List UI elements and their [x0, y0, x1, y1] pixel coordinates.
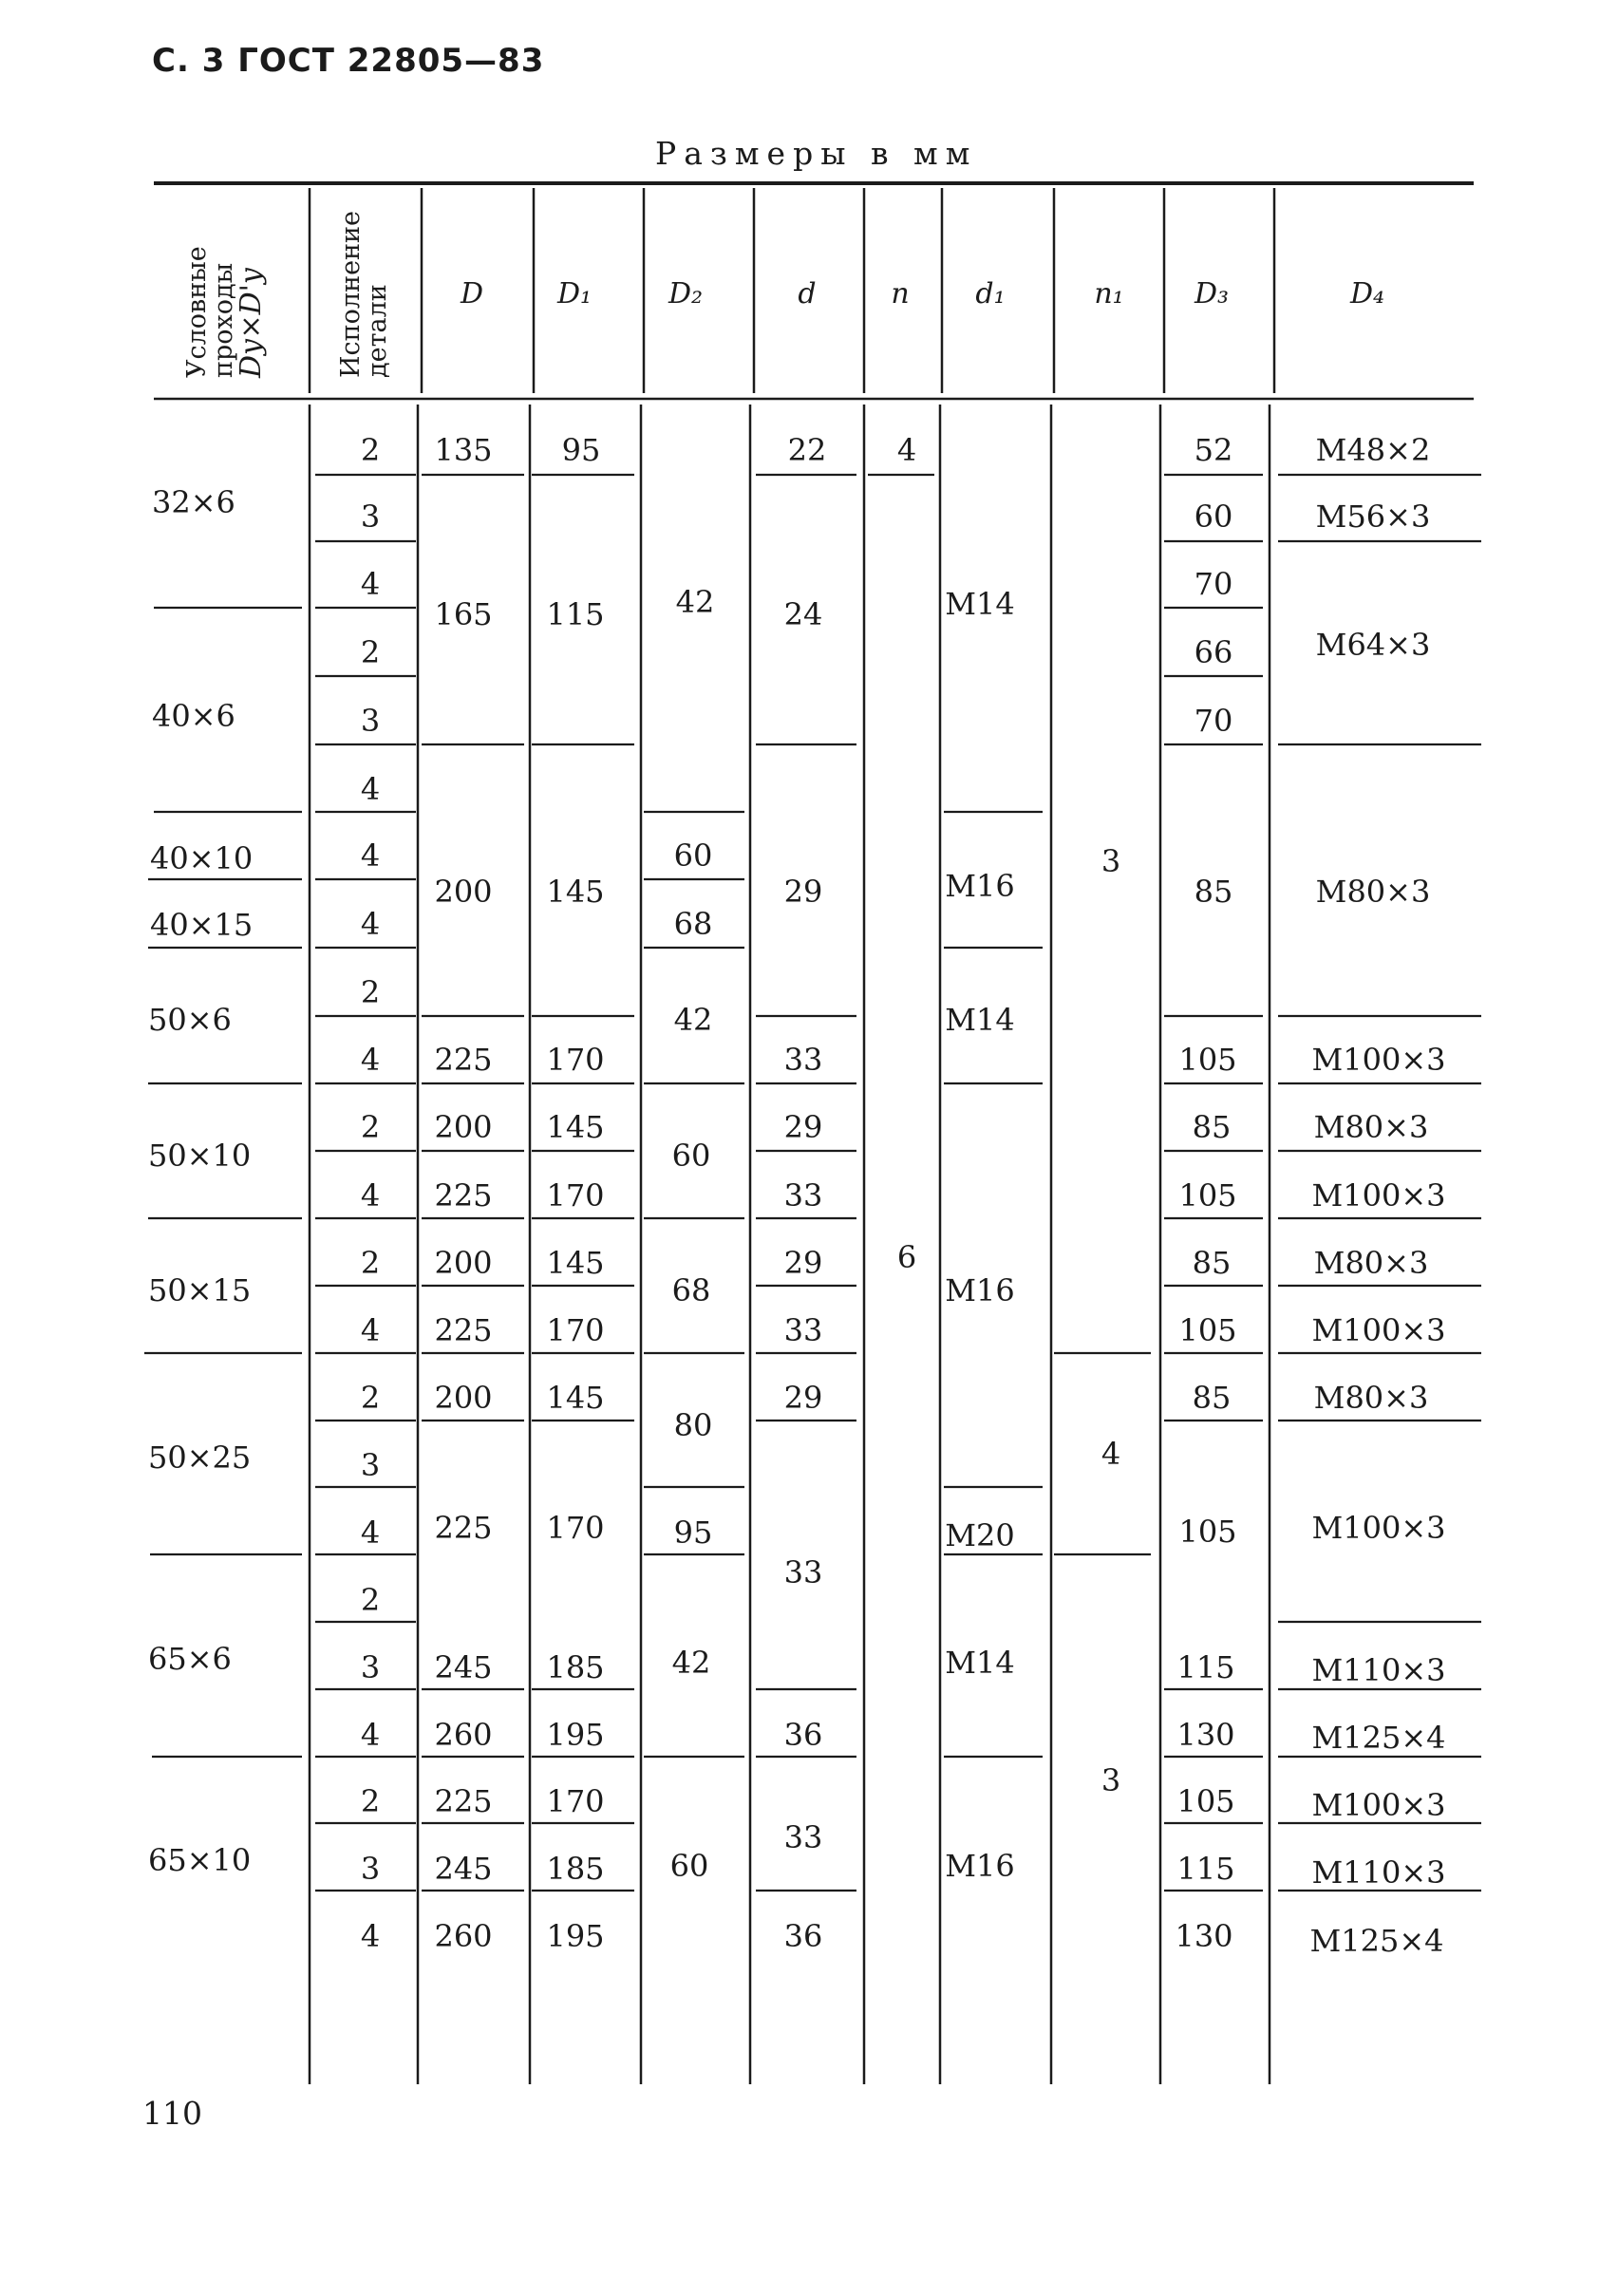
D-cell: 245 — [434, 1649, 493, 1685]
d-cell: 33 — [783, 1177, 823, 1214]
D-cell: 225 — [434, 1177, 493, 1214]
D3-cell: 105 — [1178, 1177, 1237, 1214]
D1-cell: 185 — [546, 1851, 605, 1887]
d-cell: 29 — [783, 1380, 823, 1416]
d-cell: 22 — [787, 432, 827, 468]
D1-cell: 170 — [546, 1783, 605, 1819]
D3-cell: 105 — [1178, 1514, 1237, 1550]
header-dividers — [310, 188, 1274, 393]
exec-cell: 2 — [360, 432, 381, 468]
header-d: d — [798, 277, 817, 311]
n1-cell: 3 — [1101, 1762, 1121, 1798]
D3-cell: 85 — [1192, 1245, 1232, 1281]
D4-cell: М100×3 — [1311, 1177, 1446, 1214]
d1-cell: М16 — [945, 1848, 1015, 1884]
passage-cell: 40×10 — [150, 840, 254, 876]
exec-cell: 4 — [360, 771, 381, 807]
D3-cell: 130 — [1175, 1918, 1233, 1954]
exec-cell: 4 — [360, 566, 381, 602]
passage-cell: 50×10 — [148, 1138, 252, 1174]
n-cell: 4 — [896, 432, 917, 468]
D2-cell: 60 — [673, 837, 713, 874]
exec-cell: 4 — [360, 837, 381, 874]
D4-cell: М56×3 — [1315, 499, 1431, 535]
D3-cell: 70 — [1194, 566, 1233, 602]
d-cell: 36 — [783, 1918, 823, 1954]
D3-cell: 66 — [1194, 634, 1233, 670]
header-D4: D₄ — [1349, 277, 1385, 311]
page-header: С. 3 ГОСТ 22805—83 — [152, 42, 545, 80]
passage-cell: 50×15 — [148, 1272, 252, 1308]
D-cell: 200 — [434, 1380, 493, 1416]
passage-cell: 40×6 — [152, 698, 235, 734]
D-cell: 200 — [434, 1245, 493, 1281]
D2-cell: 68 — [673, 906, 713, 942]
D2-column — [670, 584, 715, 1884]
exec-cell: 4 — [360, 1717, 381, 1753]
passage-cell: 32×6 — [152, 484, 235, 520]
n1-column — [1101, 843, 1120, 1798]
D-cell: 225 — [434, 1312, 493, 1348]
passage-cell: 40×15 — [150, 907, 254, 943]
D2-cell: 60 — [669, 1848, 709, 1884]
D3-cell: 105 — [1176, 1783, 1235, 1819]
D1-cell: 195 — [546, 1717, 605, 1753]
header-execution — [336, 211, 392, 378]
header-execution-line1: Исполнение — [336, 210, 366, 378]
exec-cell: 3 — [360, 499, 381, 535]
D4-cell: М80×3 — [1313, 1245, 1429, 1281]
exec-cell: 4 — [360, 1042, 381, 1078]
d1-column — [945, 586, 1014, 1884]
passage-column — [148, 484, 253, 1878]
n1-cell: 4 — [1101, 1436, 1121, 1472]
n-cell: 6 — [896, 1239, 917, 1275]
exec-cell: 3 — [360, 1649, 381, 1685]
D3-column — [1175, 432, 1236, 1954]
exec-cell: 4 — [360, 1918, 381, 1954]
exec-cell: 3 — [360, 1447, 381, 1483]
header-execution-line2: детали — [363, 284, 392, 378]
D4-cell: М100×3 — [1311, 1787, 1446, 1823]
D3-cell: 85 — [1192, 1380, 1232, 1416]
exec-cell: 4 — [360, 906, 381, 942]
D1-cell: 170 — [546, 1312, 605, 1348]
d1-cell: М14 — [945, 1645, 1015, 1681]
exec-cell: 2 — [360, 1582, 381, 1618]
D1-cell: 145 — [546, 1245, 605, 1281]
execution-column — [361, 432, 380, 1954]
D3-cell: 115 — [1176, 1851, 1235, 1887]
D2-cell: 68 — [671, 1272, 711, 1308]
d-cell: 33 — [783, 1042, 823, 1078]
d1-cell: М16 — [945, 868, 1015, 904]
D3-cell: 60 — [1194, 499, 1233, 535]
D2-cell: 42 — [675, 584, 715, 620]
d-cell: 33 — [783, 1312, 823, 1348]
D4-cell: М125×4 — [1309, 1923, 1444, 1959]
D-cell: 225 — [434, 1783, 493, 1819]
D2-cell: 42 — [671, 1645, 711, 1681]
D2-cell: 80 — [673, 1407, 713, 1443]
exec-cell: 3 — [360, 1851, 381, 1887]
exec-cell: 2 — [360, 634, 381, 670]
header-n1: n₁ — [1094, 277, 1124, 311]
D3-cell: 70 — [1194, 703, 1233, 739]
D1-cell: 195 — [546, 1918, 605, 1954]
D4-cell: М110×3 — [1311, 1854, 1446, 1891]
D1-cell: 145 — [546, 1380, 605, 1416]
header-passage — [182, 246, 268, 379]
D2-cell: 42 — [673, 1002, 713, 1038]
passage-cell: 65×10 — [148, 1842, 252, 1878]
header-n: n — [891, 277, 910, 311]
D3-cell: 52 — [1194, 432, 1233, 468]
d-cell: 33 — [783, 1554, 823, 1590]
d-cell: 24 — [783, 596, 823, 632]
passage-cell: 65×6 — [148, 1641, 232, 1677]
D-cell: 260 — [434, 1918, 493, 1954]
D3-cell: 105 — [1178, 1312, 1237, 1348]
n-column — [897, 432, 916, 1275]
exec-cell: 2 — [360, 1783, 381, 1819]
d-cell: 33 — [783, 1819, 823, 1855]
D4-cell: М64×3 — [1315, 627, 1431, 663]
units-caption: Размеры в мм — [655, 135, 978, 172]
D-cell: 165 — [434, 596, 493, 632]
page-number: 110 — [142, 2095, 202, 2132]
D1-column — [546, 432, 604, 1954]
D-cell: 225 — [434, 1510, 493, 1546]
header-D2: D₂ — [668, 277, 704, 311]
D2-cell: 95 — [673, 1515, 713, 1551]
D1-cell: 115 — [546, 596, 605, 632]
D1-cell: 185 — [546, 1649, 605, 1685]
header-passage-line1: Условные — [182, 246, 212, 378]
d1-cell: М14 — [945, 1002, 1015, 1038]
D4-cell: М100×3 — [1311, 1042, 1446, 1078]
d-cell: 29 — [783, 1109, 823, 1145]
exec-cell: 2 — [360, 1380, 381, 1416]
D3-cell: 85 — [1192, 1109, 1232, 1145]
d-cell: 29 — [783, 1245, 823, 1281]
exec-cell: 2 — [360, 974, 381, 1010]
exec-cell: 2 — [360, 1245, 381, 1281]
exec-cell: 3 — [360, 703, 381, 739]
header-passage-line2: проходы — [209, 262, 238, 378]
D4-cell: М100×3 — [1311, 1312, 1446, 1348]
D-cell: 200 — [434, 1109, 493, 1145]
d1-cell: М14 — [945, 586, 1015, 622]
exec-cell: 2 — [360, 1109, 381, 1145]
D4-cell: М110×3 — [1311, 1652, 1446, 1688]
D4-column — [1309, 432, 1445, 1959]
D1-cell: 170 — [546, 1042, 605, 1078]
header-passage-line3: Dу×D'у — [235, 267, 268, 378]
d1-cell: М16 — [945, 1272, 1015, 1308]
header-D3: D₃ — [1194, 277, 1230, 311]
d-cell: 36 — [783, 1717, 823, 1753]
D1-cell: 170 — [546, 1177, 605, 1214]
exec-cell: 4 — [360, 1312, 381, 1348]
D-cell: 135 — [434, 432, 493, 468]
passage-cell: 50×25 — [148, 1440, 252, 1476]
D-cell: 200 — [434, 874, 493, 910]
d-column — [784, 432, 827, 1954]
D-cell: 225 — [434, 1042, 493, 1078]
D3-cell: 105 — [1178, 1042, 1237, 1078]
header-D1: D₁ — [556, 277, 593, 311]
D4-cell: М100×3 — [1311, 1510, 1446, 1546]
D4-cell: М80×3 — [1313, 1380, 1429, 1416]
D3-cell: 130 — [1176, 1717, 1235, 1753]
D-cell: 245 — [434, 1851, 493, 1887]
D-cell: 260 — [434, 1717, 493, 1753]
d-cell: 29 — [783, 874, 823, 910]
D1-cell: 145 — [546, 1109, 605, 1145]
d1-cell: М20 — [945, 1517, 1015, 1553]
exec-cell: 4 — [360, 1177, 381, 1214]
D-column — [434, 432, 492, 1954]
D1-cell: 95 — [561, 432, 601, 468]
D1-cell: 145 — [546, 874, 605, 910]
D4-cell: М80×3 — [1313, 1109, 1429, 1145]
D1-cell: 170 — [546, 1510, 605, 1546]
D4-cell: М48×2 — [1315, 432, 1431, 468]
D3-cell: 115 — [1176, 1649, 1235, 1685]
passage-cell: 50×6 — [148, 1002, 232, 1038]
header-d1: d₁ — [975, 277, 1006, 311]
header-D: D — [460, 277, 484, 311]
D3-cell: 85 — [1194, 874, 1233, 910]
n1-cell: 3 — [1101, 843, 1121, 879]
D4-cell: М80×3 — [1315, 874, 1431, 910]
exec-cell: 4 — [360, 1515, 381, 1551]
D2-cell: 60 — [671, 1138, 711, 1174]
D4-cell: М125×4 — [1311, 1720, 1446, 1756]
